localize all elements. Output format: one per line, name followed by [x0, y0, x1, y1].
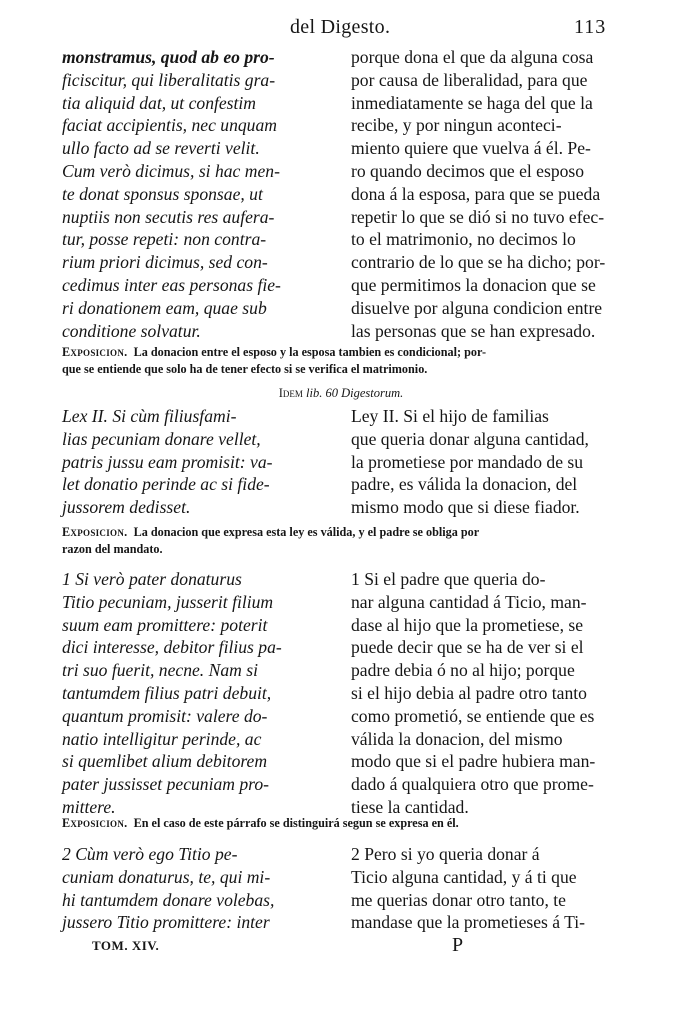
latin-line: suum eam promittere: poterit: [62, 614, 268, 635]
latin-line: patris jussu eam promisit: va-: [62, 451, 273, 472]
exposition-label: Exposicion.: [62, 345, 128, 359]
page-header: [0, 14, 682, 44]
latin-line: let donatio perinde ac si fide-: [62, 474, 270, 495]
latin-line: cedimus inter eas personas fie-: [62, 274, 281, 295]
latin-line: monstramus, quod ab eo pro-: [62, 47, 275, 67]
latin-column-4: [62, 843, 344, 934]
exposition-label: Exposicion.: [62, 525, 128, 539]
latin-line: conditione solvatur.: [62, 320, 201, 341]
exposition-text: La donacion que expresa esta ley es válida, y el padre se obliga por: [133, 525, 480, 539]
spanish-column-4: [351, 843, 613, 934]
latin-line: cuniam donaturus, te, qui mi-: [62, 866, 271, 887]
spanish-line: 2 Pero si yo queria donar á: [351, 844, 540, 864]
latin-line: mittere.: [62, 796, 116, 817]
latin-line: tur, posse repeti: non contra-: [62, 229, 267, 250]
source-work: lib. 60 Digestorum.: [306, 386, 404, 400]
page-footer: [0, 934, 682, 960]
latin-line: 2 Cùm verò ego Titio pe-: [62, 844, 238, 864]
spanish-line: inmediatamente se haga del que la: [351, 92, 593, 113]
exposition-text: razon del mandato.: [62, 542, 163, 556]
exposition-1: [62, 344, 618, 378]
latin-column-3: [62, 568, 344, 819]
exposition-label: Exposicion.: [62, 816, 128, 830]
latin-line: ficiscitur, qui liberalitatis gra-: [62, 69, 276, 90]
source-citation: [0, 386, 682, 401]
latin-line: jussorem dedisset.: [62, 497, 191, 518]
spanish-line: tiese la cantidad.: [351, 796, 469, 817]
latin-line: Cum verò dicimus, si hac men-: [62, 160, 280, 181]
spanish-column-2: [351, 405, 613, 519]
spanish-line: Ticio alguna cantidad, y á ti que: [351, 866, 577, 887]
latin-line: tri suo fuerit, necne. Nam si: [62, 660, 258, 681]
latin-line: hi tantumdem donare volebas,: [62, 889, 275, 910]
spanish-line: me querias donar otro tanto, te: [351, 889, 566, 910]
volume-label: TOM. XIV.: [92, 938, 160, 953]
latin-line: quantum promisit: valere do-: [62, 705, 268, 726]
latin-line: Titio pecuniam, jusserit filium: [62, 591, 274, 612]
spanish-line: repetir lo que se dió si no tuvo efec-: [351, 206, 605, 227]
spanish-line: to el matrimonio, no decimos lo: [351, 229, 576, 250]
latin-line: ri donationem eam, quae sub: [62, 297, 267, 318]
spanish-column-1: [351, 46, 613, 342]
latin-line: jussero Titio promittere: inter: [62, 912, 270, 933]
spanish-line: disuelve por alguna condicion entre: [351, 297, 603, 318]
spanish-line: padre, es válida la donacion, del: [351, 474, 578, 495]
spanish-line: válida la donacion, del mismo: [351, 728, 563, 749]
source-author: Idem: [278, 386, 303, 400]
latin-line: si quemlibet alium debitorem: [62, 751, 268, 772]
latin-line: rium priori dicimus, sed con-: [62, 252, 268, 273]
spanish-line: mismo modo que si diese fiador.: [351, 497, 580, 518]
spanish-line: nar alguna cantidad á Ticio, man-: [351, 591, 587, 612]
spanish-line: mandase que la prometieses á Ti-: [351, 912, 586, 933]
page-number: 113: [574, 16, 607, 38]
spanish-line: dado á qualquiera otro que prome-: [351, 774, 594, 795]
signature-mark: P: [452, 934, 464, 956]
exposition-text: En el caso de este párrafo se distinguirá segun se expresa en él.: [133, 816, 459, 830]
latin-line: lias pecuniam donare vellet,: [62, 428, 261, 449]
spanish-line: puede decir que se ha de ver si el: [351, 637, 584, 658]
spanish-line: miento quiere que vuelva á él. Pe-: [351, 138, 591, 159]
spanish-line: si el hijo debia al padre otro tanto: [351, 682, 587, 703]
spanish-line: Ley II. Si el hijo de familias: [351, 406, 549, 426]
spanish-line: que permitimos la donacion que se: [351, 274, 596, 295]
latin-line: dici interesse, debitor filius pa-: [62, 637, 282, 658]
latin-line: ullo facto ad se reverti velit.: [62, 138, 260, 159]
spanish-line: porque dona el que da alguna cosa: [351, 47, 594, 67]
spanish-line: padre debia ó no al hijo; porque: [351, 660, 575, 681]
exposition-3: [62, 815, 618, 832]
spanish-line: recibe, y por ningun aconteci-: [351, 115, 562, 136]
spanish-line: por causa de liberalidad, para que: [351, 69, 588, 90]
spanish-line: 1 Si el padre que queria do-: [351, 569, 546, 589]
spanish-line: como prometió, se entiende que es: [351, 705, 595, 726]
latin-column-1: [62, 46, 344, 342]
latin-line: te donat sponsus sponsae, ut: [62, 183, 263, 204]
latin-line: Lex II. Si cùm filiusfami-: [62, 406, 237, 426]
spanish-line: que queria donar alguna cantidad,: [351, 428, 589, 449]
spanish-column-3: [351, 568, 613, 819]
exposition-2: [62, 524, 618, 558]
latin-line: tia aliquid dat, ut confestim: [62, 92, 257, 113]
latin-column-2: [62, 405, 344, 519]
spanish-line: modo que si el padre hubiera man-: [351, 751, 596, 772]
latin-line: 1 Si verò pater donaturus: [62, 569, 242, 589]
latin-line: faciat accipientis, nec unquam: [62, 115, 277, 136]
latin-line: pater jussisset pecuniam pro-: [62, 774, 270, 795]
spanish-line: contrario de lo que se ha dicho; por-: [351, 252, 606, 273]
spanish-line: la prometiese por mandado de su: [351, 451, 584, 472]
exposition-text: La donacion entre el esposo y la esposa tambien es condicional; por-: [133, 345, 487, 359]
spanish-line: las personas que se han expresado.: [351, 320, 596, 341]
latin-line: nuptiis non secutis res aufera-: [62, 206, 275, 227]
running-title: del Digesto.: [290, 16, 391, 38]
spanish-line: dase al hijo que la prometiese, se: [351, 614, 584, 635]
exposition-text: que se entiende que solo ha de tener efecto si se verifica el matrimonio.: [62, 362, 428, 376]
spanish-line: dona á la esposa, para que se pueda: [351, 183, 601, 204]
latin-line: tantumdem filius patri debuit,: [62, 682, 272, 703]
latin-line: natio intelligitur perinde, ac: [62, 728, 262, 749]
spanish-line: ro quando decimos que el esposo: [351, 160, 585, 181]
